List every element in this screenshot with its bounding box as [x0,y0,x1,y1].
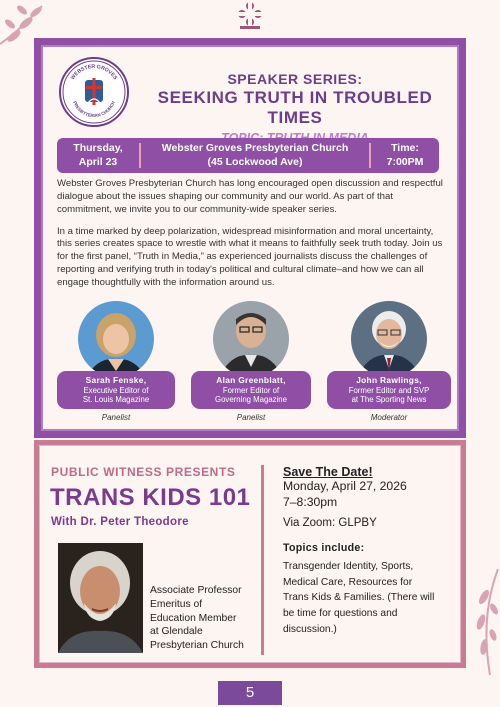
event-time: 7–8:30pm [283,494,338,509]
topics-line: Medical Care, Resources for [283,576,413,588]
topics-line: discussion.) [283,623,337,635]
topics-list [283,559,458,638]
speaker-photo [351,301,427,377]
speaker-name-pill [57,371,175,409]
event-presenter: With Dr. Peter Theodore [51,516,189,528]
event-title: TRANS KIDS 101 [50,484,251,511]
speaker-name: Alan Greenblatt, [216,375,286,385]
presenter-photo [58,543,143,653]
speaker-name: Sarah Fenske, [85,375,147,385]
church-logo [59,57,129,127]
speaker-role: Moderator [370,413,408,423]
event-venue-line1: Webster Groves Presbyterian Church [161,141,349,154]
event-details [283,465,458,638]
cross-ornament-icon [236,2,264,32]
speaker-role: Panelist [236,413,266,423]
speaker-title: Executive Editor of [83,385,149,395]
topics-line: Transgender Identity, Sports, [283,560,414,572]
speaker-card-alan-greenblatt [191,301,311,422]
bio-line: Emeritus of [150,598,203,610]
series-heading [143,71,447,145]
speaker-series-panel [34,38,466,438]
event-venue-line2: (45 Lockwood Ave) [207,155,303,168]
trans-kids-panel [34,440,466,668]
event-date [57,142,139,169]
vertical-divider [261,465,264,655]
svg-text:PRESBYTERIAN CHURCH: PRESBYTERIAN CHURCH [72,100,116,119]
event-time-label: Time: [391,141,419,154]
event-date-line2: April 23 [78,155,118,168]
speaker-card-sarah-fenske [57,301,175,422]
page-number: 5 [218,681,282,705]
presenter-bio [150,584,244,653]
speaker-name: John Rawlings, [356,375,422,385]
leaf-branch-decoration-icon [460,567,500,677]
speaker-role: Panelist [101,413,131,423]
speaker-title: Governing Magazine [215,395,287,405]
topics-line: Trans Kids & Families. (There will [283,592,435,604]
event-info-bar [57,138,439,173]
series-kicker: SPEAKER SERIES: [227,71,363,87]
event-time-value: 7:00PM [386,155,424,168]
series-title: SEEKING TRUTH IN TROUBLED TIMES [157,88,433,127]
bio-line: at Glendale [150,626,203,638]
public-witness-kicker: PUBLIC WITNESS PRESENTS [51,465,236,479]
speaker-photo [78,301,154,377]
description-paragraph: Webster Groves Presbyterian Church has long encouraged open discussion and respectful dialogue about the issues shaping our community and our world. As part of that commitment, we invite you to our community-wide speaker series. [57,178,443,215]
event-date-line1: Thursday, [73,141,123,154]
presbyterian-seal-icon [61,59,127,125]
description-paragraph: In a time marked by deep polarization, widespread misinformation and moral uncertainty, this series creates space to wrestle with what it means to faithfully seek truth today. Join us for the first panel, “Truth in Media,” as experienced journalists discuss the challenges of reporting and verifying truth in today's political and cultural climate–and how we can all engage thoughtfully with the information around us. [57,225,443,288]
speaker-title: St. Louis Magazine [82,395,150,405]
speaker-photo [213,301,289,377]
topics-line: be time for questions and [283,608,398,620]
series-description [57,178,445,299]
event-venue [141,142,369,169]
bio-line: Associate Professor [150,585,242,596]
svg-text:WEBSTER GROVES: WEBSTER GROVES [69,63,119,82]
zoom-info: Via Zoom: GLPBY [283,516,377,529]
speaker-title: Former Editor and SVP [348,385,430,395]
speaker-name-pill [327,371,451,409]
topics-heading: Topics include: [283,541,365,554]
speaker-title: at The Sporting News [351,395,427,405]
bio-line: Presbyterian Church [150,640,244,652]
event-time [371,142,439,169]
speaker-card-john-rawlings [327,301,451,422]
event-date: Monday, April 27, 2026 [283,479,407,493]
speaker-title: Former Editor of [222,385,280,395]
bio-line: Education Member [150,612,237,624]
save-the-date: Save The Date! [283,465,373,479]
speaker-name-pill [191,371,311,409]
